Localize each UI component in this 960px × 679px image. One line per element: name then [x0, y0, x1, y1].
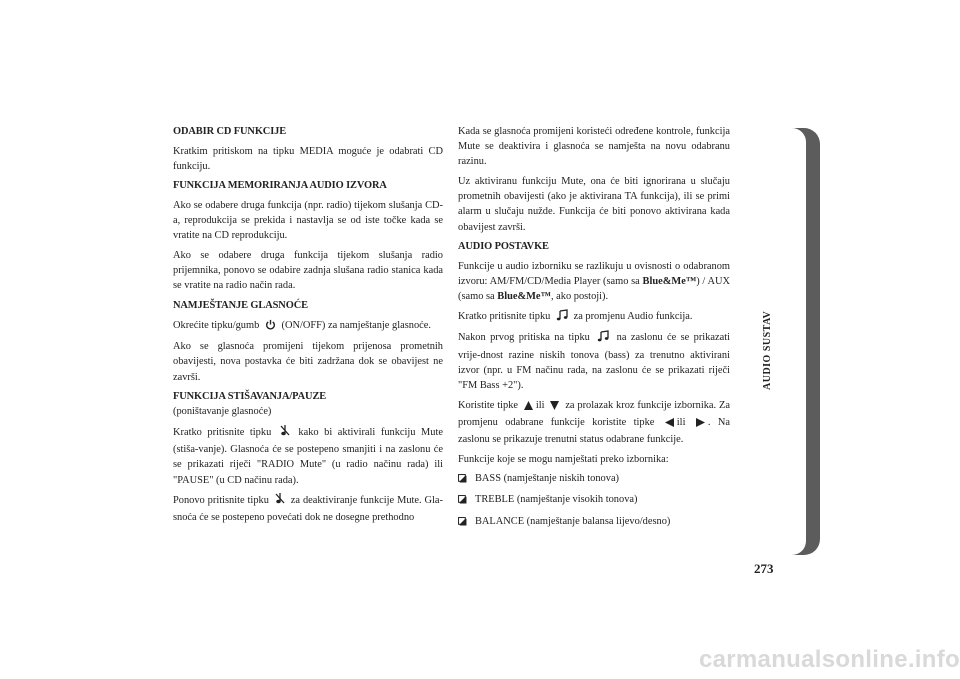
memory-paragraph-2: Ako se odabere druga funkcija tijekom slušanja radio prijemnika, ponovo se odabire zadnja slušana radio stanica kada se vratite na radio način rada. [173, 249, 443, 292]
memory-function-title: FUNKCIJA MEMORIRANJA AUDIO IZVORA [173, 180, 387, 192]
section-tab-inner [746, 128, 806, 555]
section-title: AUDIO SUSTAV [762, 310, 773, 390]
page-number: 273 [754, 561, 774, 576]
volume-text-post: (ON/OFF) za namještanje glasnoće. [281, 319, 431, 331]
arrow-right-icon [696, 417, 705, 432]
audio-paragraph-2 [458, 309, 730, 326]
list-item [458, 492, 730, 507]
cd-function-text: Kratkim pritiskom na tipku MEDIA moguće je odabrati CD funkciju. [173, 145, 443, 172]
mute-text-pre: Kratko pritisnite tipku [173, 426, 272, 438]
mute-subtitle: (poništavanje glasnoće) [173, 406, 272, 418]
arrow-left-icon [665, 417, 674, 432]
list-item-text: BALANCE (namještanje balansa lijevo/desno) [475, 515, 671, 527]
audio-p1-mid: ) / AUX (samo sa [458, 276, 730, 303]
music-note-icon [597, 330, 609, 347]
audio-paragraph-3 [458, 330, 730, 393]
volume-paragraph-1 [173, 318, 443, 335]
watermark: carmanualsonline.info [698, 646, 960, 673]
checkbox-bullet-icon [458, 517, 467, 526]
arrow-up-icon [524, 400, 533, 415]
audio-p4-e: . Na zaslonu se prikazuje trenutni status odabrane funkcije. [458, 416, 730, 445]
list-item-text: TREBLE (namještanje visokih tonova) [475, 494, 638, 506]
audio-paragraph-4 [458, 398, 730, 448]
volume-paragraph-2: Ako se glasnoća promijeni tijekom prijenosa prometnih obavijesti, nova postavka će biti zadržana dok se obavijest ne završi. [173, 341, 443, 383]
mute-title: FUNKCIJA STIŠAVANJA/PAUZE [173, 391, 327, 403]
list-item-text: BASS (namještanje niskih tonova) [475, 473, 620, 485]
volume-text-pre: Okrećite tipku/gumb [173, 319, 260, 331]
mute-continue-paragraph: Kada se glasnoća promijeni koristeći određene kontrole, funkcija Mute se deaktivira i glasnoća se namješta na novu odabranu razinu. [458, 126, 730, 168]
left-column [173, 124, 443, 530]
mute2-text-pre: Ponovo pritisnite tipku [173, 495, 269, 507]
audio-p4-c: za prolazak kroz funkcije izbornika. Za promjenu odabrane funkcije koristite tipke [458, 399, 730, 428]
cd-function-title: ODABIR CD FUNKCIJE [173, 126, 287, 137]
audio-settings-title: AUDIO POSTAVKE [458, 241, 549, 253]
mute-text-post: kako bi aktivirali funkciju Mute (stiša-vanje). Glasnoća će se postepeno smanjiti i na zaslonu će se prikazati riječi "RADIO Mute" (u radio načinu rada) ili "PAUSE" (u CD načinu rada). [173, 426, 443, 486]
music-note-icon [556, 309, 568, 326]
audio-p4-b: ili [535, 399, 545, 411]
checkbox-bullet-icon [458, 495, 467, 504]
mute2-text-post: za deaktiviranje funkcije Mute. Gla-snoća će se postepeno povećati dok ne dosegne prethodno [173, 495, 443, 524]
power-knob-icon [265, 319, 276, 335]
audio-p2-pre: Kratko pritisnite tipku [458, 310, 551, 322]
brand-blue-me: Blue&Me™ [642, 276, 697, 287]
audio-p1-pre: Funkcije u audio izborniku se razlikuju u ovisnosti o odabranom izvoru: AM/FM/CD/Media Player (samo sa [458, 260, 730, 287]
right-column [458, 124, 730, 535]
audio-p4-d: ili [676, 416, 686, 428]
arrow-down-icon [550, 400, 559, 415]
audio-paragraph-1 [458, 259, 730, 305]
list-item [458, 471, 730, 486]
audio-p3-pre: Nakon prvog pritiska na tipku [458, 332, 590, 344]
checkbox-bullet-icon [458, 474, 467, 483]
audio-p2-post: za promjenu Audio funkcija. [573, 310, 693, 322]
section-tab [746, 128, 820, 555]
memory-paragraph-1: Ako se odabere druga funkcija (npr. radio) tijekom slušanja CD-a, reprodukcija se prekida i nastavlja se od iste točke kada se vratite na CD reprodukciju. [173, 199, 443, 242]
mute-icon [280, 424, 290, 442]
volume-title: NAMJEŠTANJE GLASNOĆE [173, 299, 308, 311]
audio-p4-a: Koristite tipke [458, 399, 519, 411]
mute-traffic-paragraph: Uz aktiviranu funkciju Mute, ona će biti ignorirana u slučaju prometnih obavijesti (ako je aktivirana TA funkcija), ili se primi alarm u slučaju nužde. Funkcija će biti ponovo aktivirana kada obavijest završi. [458, 176, 730, 233]
audio-p1-post: , ako postoji). [550, 291, 609, 303]
list-item [458, 514, 730, 529]
list-intro: Funkcije koje se mogu namještati preko izbornika: [458, 453, 669, 465]
mute-paragraph-2 [173, 492, 443, 525]
brand-blue-me: Blue&Me™ [497, 291, 551, 303]
mute-paragraph-1 [173, 424, 443, 488]
mute-icon [275, 492, 285, 510]
audio-p3-post: na zaslonu će se prikazati vrije-dnost razine niskih tonova (bass) za trenutno aktivirani izvor (npr. u FM načinu rada, na zaslonu će se prikazati riječi "FM Bass +2"). [458, 332, 730, 391]
